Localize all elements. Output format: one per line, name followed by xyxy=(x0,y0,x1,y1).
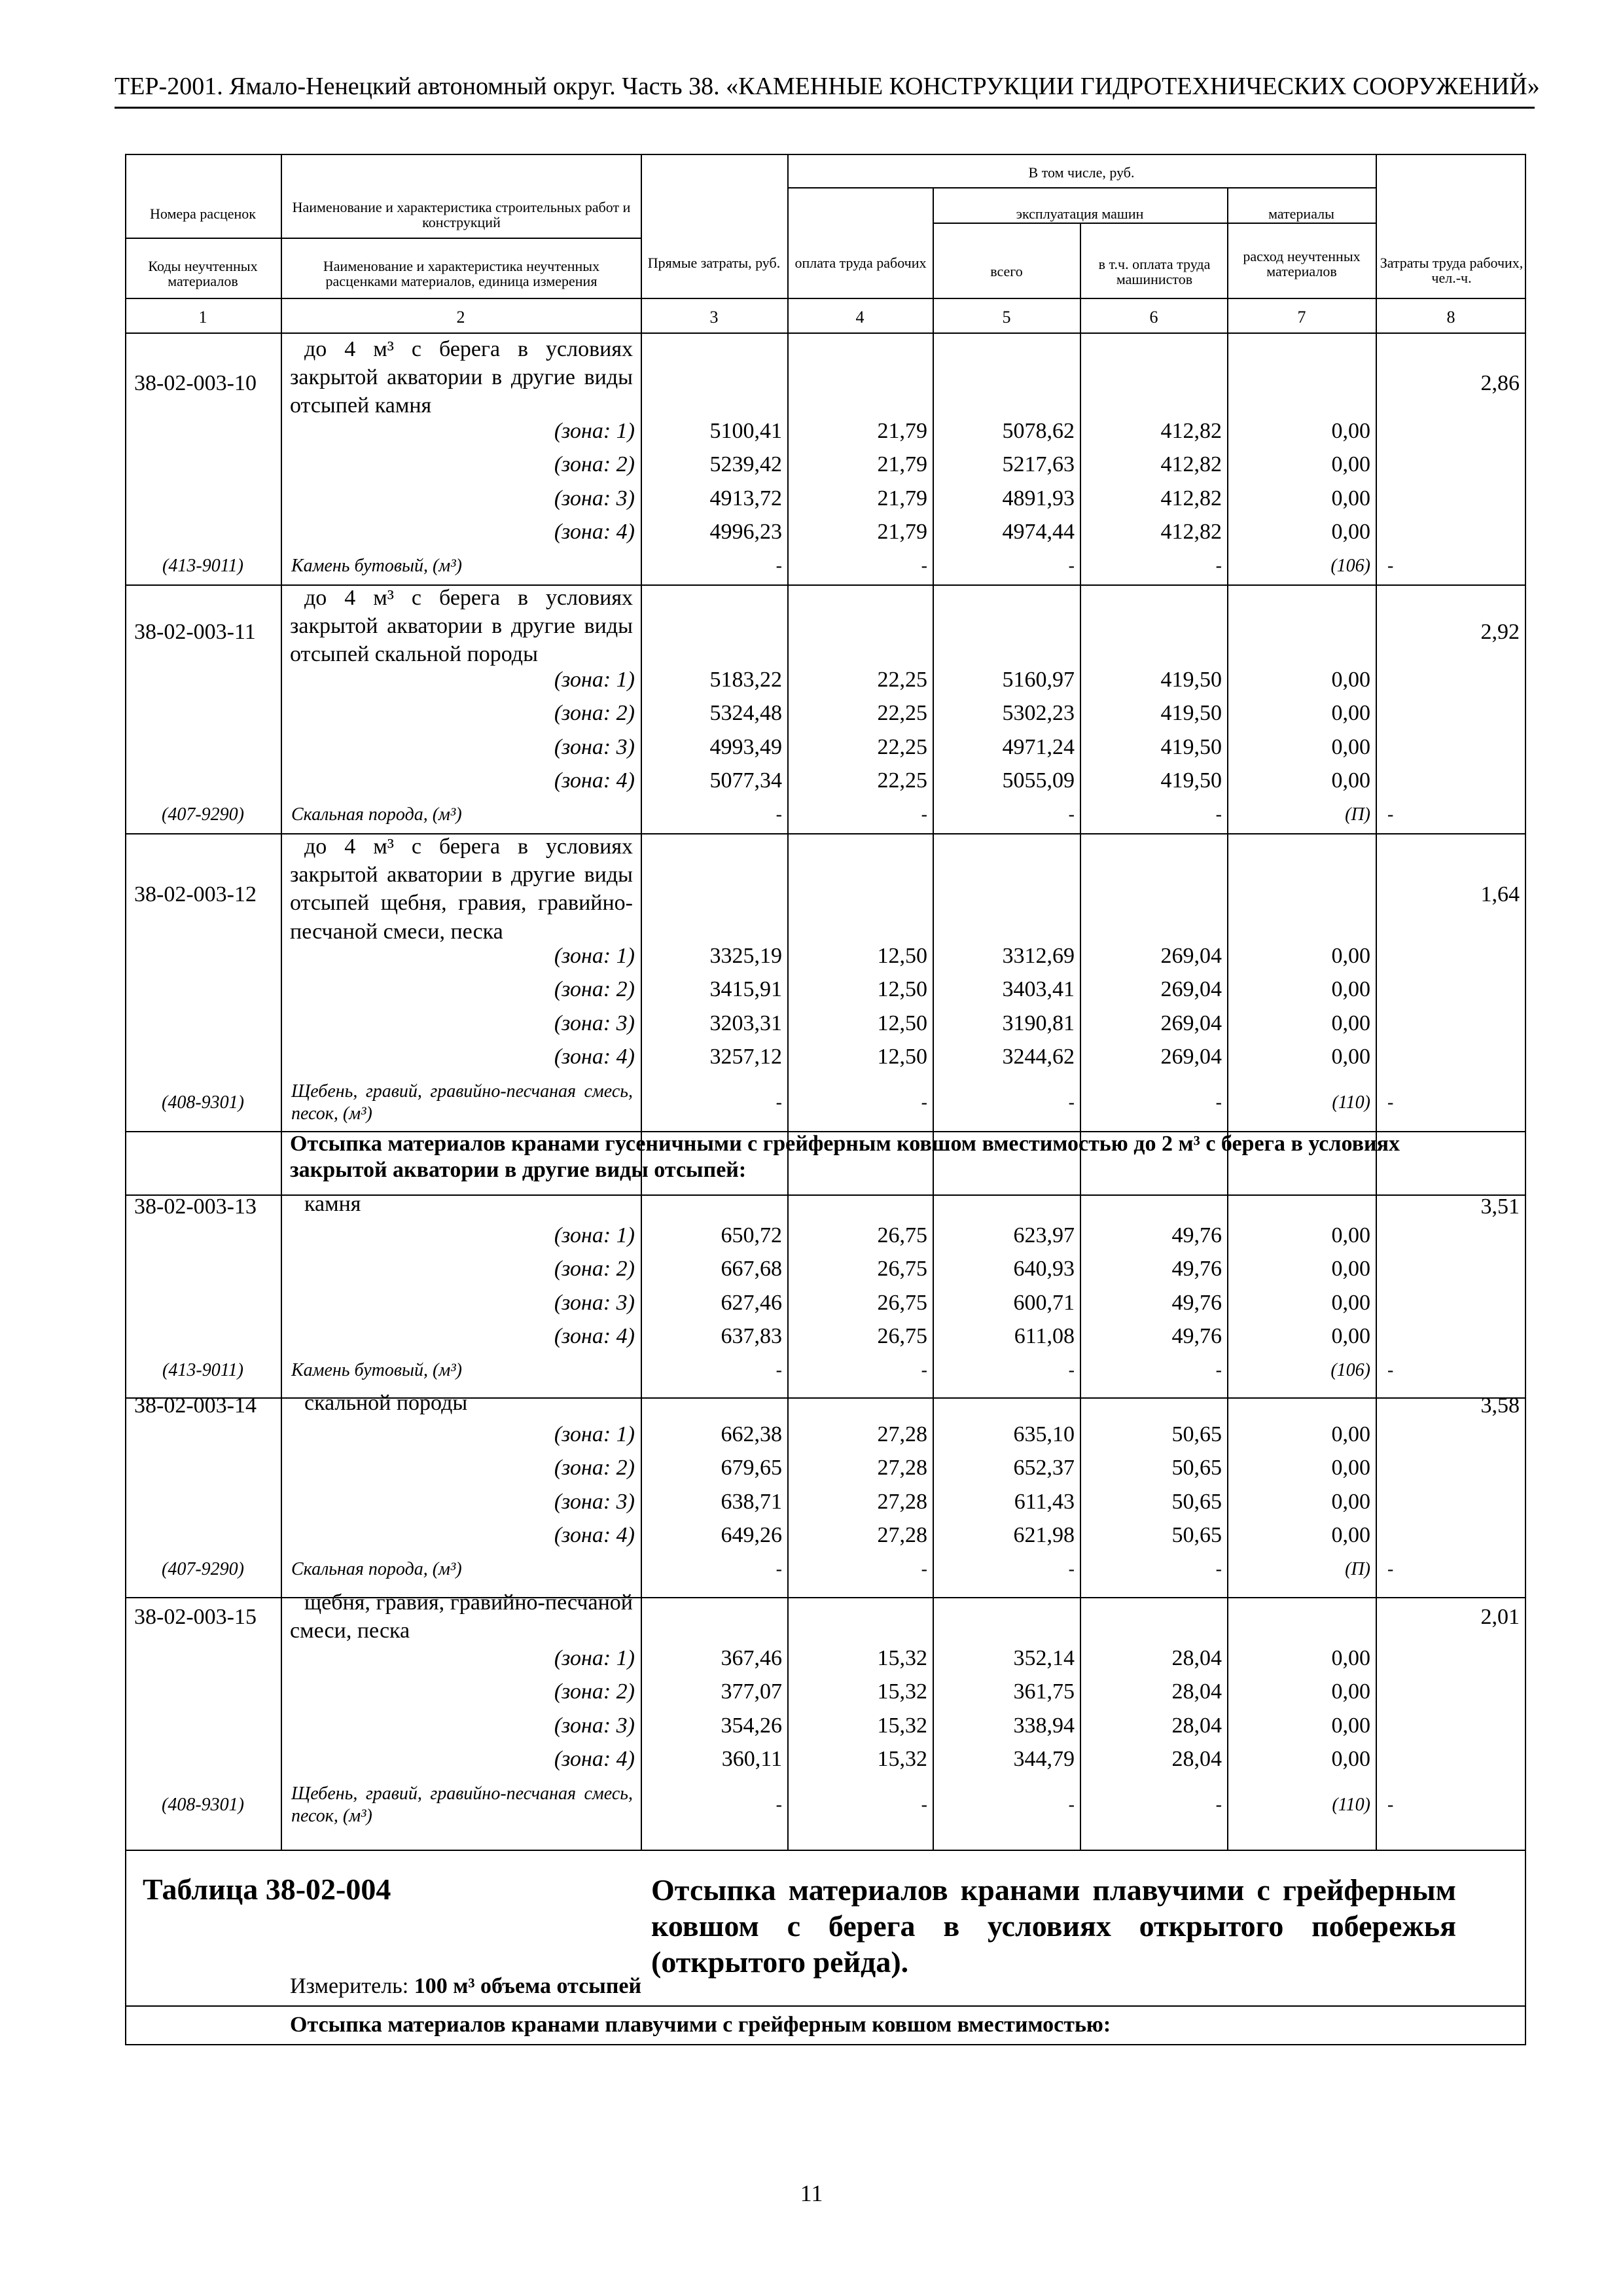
material-name: Скальная порода, (м³) xyxy=(291,1559,462,1580)
measure-line xyxy=(290,1975,641,1998)
measure-label: Измеритель: xyxy=(290,1974,409,1998)
header-divider xyxy=(125,238,641,239)
cost-value: 28,04 xyxy=(1171,1679,1222,1704)
cost-value: 0,00 xyxy=(1331,1323,1370,1348)
cost-value: 3203,31 xyxy=(709,1011,782,1035)
cost-value: 640,93 xyxy=(1013,1257,1075,1282)
empty-dash: - xyxy=(776,1360,782,1381)
section-heading-2: Отсыпка материалов кранами плавучими с грейферным ковшом вместимостью: xyxy=(290,2013,1111,2037)
col-number: 5 xyxy=(1002,308,1011,327)
cost-value: 4993,49 xyxy=(709,734,782,759)
cost-value: 28,04 xyxy=(1171,1713,1222,1738)
cost-value: 3257,12 xyxy=(709,1044,782,1069)
col-number: 2 xyxy=(456,308,465,327)
zone-label: (зона: 1) xyxy=(554,944,635,968)
page-number: 11 xyxy=(800,2180,823,2206)
cost-value: 611,08 xyxy=(1014,1323,1075,1348)
labor-cost: 2,01 xyxy=(1480,1605,1520,1629)
table-title: Таблица 38-02-004 xyxy=(143,1873,391,1906)
rate-code: 38-02-003-14 xyxy=(134,1393,257,1418)
rate-code: 38-02-003-10 xyxy=(134,371,257,395)
measure-value: 100 м³ объема отсыпей xyxy=(414,1974,642,1998)
material-quantity: (П) xyxy=(1345,804,1370,825)
cost-value: 650,72 xyxy=(721,1223,782,1247)
cost-value: 667,68 xyxy=(721,1257,782,1282)
hdr-col1b: Коды неучтенных материалов xyxy=(148,258,258,290)
cost-value: 0,00 xyxy=(1331,944,1370,968)
cost-value: 269,04 xyxy=(1160,944,1222,968)
zone-label: (зона: 1) xyxy=(554,419,635,443)
cost-value: 0,00 xyxy=(1331,1646,1370,1670)
material-name: Щебень, гравий, гравийно-песчаная смесь, песок, (м³) xyxy=(291,1784,633,1826)
zone-label: (зона: 1) xyxy=(554,668,635,692)
cost-value: 352,14 xyxy=(1013,1646,1075,1670)
cost-value: 4891,93 xyxy=(1002,486,1075,511)
cost-value: 3190,81 xyxy=(1002,1011,1075,1035)
work-description: скальной породы xyxy=(304,1391,468,1415)
cost-value: 26,75 xyxy=(877,1323,927,1348)
cost-value: 22,25 xyxy=(877,768,927,793)
hdr-col2a: Наименование и характеристика строительных работ и конструкций xyxy=(292,199,631,231)
work-description: камня xyxy=(304,1192,361,1216)
rate-code: 38-02-003-13 xyxy=(134,1194,257,1219)
cost-value: 0,00 xyxy=(1331,1713,1370,1738)
col-divider xyxy=(933,187,934,1850)
material-quantity: (П) xyxy=(1345,1559,1370,1580)
material-quantity: (110) xyxy=(1332,1092,1370,1113)
cost-value: 652,37 xyxy=(1013,1456,1075,1480)
cost-value: 354,26 xyxy=(721,1713,782,1738)
col-divider xyxy=(1227,187,1228,1850)
cost-value: 4971,24 xyxy=(1002,734,1075,759)
cost-value: 50,65 xyxy=(1171,1522,1222,1547)
zone-label: (зона: 1) xyxy=(554,1223,635,1247)
empty-dash: - xyxy=(1068,804,1075,825)
col-number: 4 xyxy=(855,308,865,327)
cost-value: 611,43 xyxy=(1014,1489,1075,1514)
cost-value: 5100,41 xyxy=(709,419,782,443)
cost-value: 269,04 xyxy=(1160,1011,1222,1035)
hdr-col4: оплата труда рабочих xyxy=(794,255,927,271)
cost-value: 5077,34 xyxy=(709,768,782,793)
material-code: (413-9011) xyxy=(162,556,243,577)
cost-value: 21,79 xyxy=(877,419,927,443)
cost-value: 3312,69 xyxy=(1002,944,1075,968)
cost-value: 15,32 xyxy=(877,1646,927,1670)
zone-label: (зона: 1) xyxy=(554,1422,635,1446)
empty-dash: - xyxy=(921,1092,927,1113)
cost-value: 28,04 xyxy=(1171,1646,1222,1670)
cost-value: 269,04 xyxy=(1160,1044,1222,1069)
zone-label: (зона: 2) xyxy=(554,1257,635,1282)
work-description: до 4 м³ с берега в условиях закрытой акватории в другие виды отсыпей скальной породы xyxy=(290,586,633,667)
col-number: 1 xyxy=(198,308,207,327)
hdr-col7: расход неучтенных материалов xyxy=(1243,248,1361,280)
cost-value: 5160,97 xyxy=(1002,668,1075,692)
cost-value: 0,00 xyxy=(1331,977,1370,1002)
col-number: 8 xyxy=(1446,308,1455,327)
cost-value: 28,04 xyxy=(1171,1746,1222,1771)
zone-label: (зона: 2) xyxy=(554,1456,635,1480)
col-divider xyxy=(641,154,642,1850)
cost-value: 50,65 xyxy=(1171,1456,1222,1480)
cost-value: 4913,72 xyxy=(709,486,782,511)
cost-value: 419,50 xyxy=(1160,701,1222,726)
rate-code: 38-02-003-11 xyxy=(134,620,256,644)
cost-value: 22,25 xyxy=(877,734,927,759)
cost-value: 5055,09 xyxy=(1002,768,1075,793)
cost-value: 269,04 xyxy=(1160,977,1222,1002)
table-divider xyxy=(125,2005,1526,2007)
col-divider xyxy=(1080,223,1081,1850)
cost-value: 0,00 xyxy=(1331,1422,1370,1446)
empty-dash: - xyxy=(921,556,927,577)
empty-dash: - xyxy=(1068,1795,1075,1816)
cost-value: 0,00 xyxy=(1331,419,1370,443)
empty-dash: - xyxy=(1387,556,1394,577)
empty-dash: - xyxy=(1068,1092,1075,1113)
material-code: (407-9290) xyxy=(162,804,244,825)
cost-value: 419,50 xyxy=(1160,734,1222,759)
cost-value: 0,00 xyxy=(1331,734,1370,759)
empty-dash: - xyxy=(776,1559,782,1580)
material-quantity: (106) xyxy=(1330,556,1370,577)
material-code: (407-9290) xyxy=(162,1559,244,1580)
cost-value: 0,00 xyxy=(1331,1489,1370,1514)
cost-value: 26,75 xyxy=(877,1257,927,1282)
empty-dash: - xyxy=(1387,1092,1394,1113)
empty-dash: - xyxy=(1068,1559,1075,1580)
empty-dash: - xyxy=(1215,1795,1222,1816)
col-number: 6 xyxy=(1149,308,1158,327)
zone-label: (зона: 4) xyxy=(554,519,635,544)
zone-label: (зона: 3) xyxy=(554,1713,635,1738)
labor-cost: 2,92 xyxy=(1480,620,1520,644)
cost-value: 0,00 xyxy=(1331,1223,1370,1247)
cost-value: 360,11 xyxy=(721,1746,782,1771)
cost-value: 5239,42 xyxy=(709,452,782,477)
cost-value: 3325,19 xyxy=(709,944,782,968)
empty-dash: - xyxy=(1215,556,1222,577)
empty-dash: - xyxy=(1068,556,1075,577)
cost-value: 49,76 xyxy=(1171,1223,1222,1247)
cost-value: 344,79 xyxy=(1013,1746,1075,1771)
cost-value: 27,28 xyxy=(877,1489,927,1514)
cost-value: 638,71 xyxy=(721,1489,782,1514)
zone-label: (зона: 2) xyxy=(554,452,635,477)
col-number: 3 xyxy=(709,308,719,327)
col-number: 7 xyxy=(1297,308,1306,327)
cost-value: 679,65 xyxy=(721,1456,782,1480)
cost-value: 621,98 xyxy=(1013,1522,1075,1547)
labor-cost: 3,58 xyxy=(1480,1393,1520,1418)
material-code: (413-9011) xyxy=(162,1360,243,1381)
cost-value: 26,75 xyxy=(877,1223,927,1247)
cost-value: 0,00 xyxy=(1331,452,1370,477)
cost-value: 600,71 xyxy=(1013,1290,1075,1315)
cost-value: 0,00 xyxy=(1331,1522,1370,1547)
cost-value: 0,00 xyxy=(1331,1044,1370,1069)
empty-dash: - xyxy=(776,804,782,825)
header-divider xyxy=(125,298,1526,299)
cost-value: 412,82 xyxy=(1160,486,1222,511)
material-code: (408-9301) xyxy=(162,1092,244,1113)
empty-dash: - xyxy=(921,1559,927,1580)
cost-value: 49,76 xyxy=(1171,1257,1222,1282)
cost-value: 635,10 xyxy=(1013,1422,1075,1446)
cost-value: 12,50 xyxy=(877,1044,927,1069)
cost-value: 0,00 xyxy=(1331,1456,1370,1480)
empty-dash: - xyxy=(1387,1795,1394,1816)
cost-value: 0,00 xyxy=(1331,768,1370,793)
zone-label: (зона: 3) xyxy=(554,734,635,759)
cost-value: 3244,62 xyxy=(1002,1044,1075,1069)
col-divider xyxy=(281,154,282,1850)
material-code: (408-9301) xyxy=(162,1795,244,1816)
cost-value: 3415,91 xyxy=(709,977,782,1002)
material-name: Камень бутовый, (м³) xyxy=(291,556,462,577)
cost-value: 15,32 xyxy=(877,1746,927,1771)
cost-value: 5302,23 xyxy=(1002,701,1075,726)
empty-dash: - xyxy=(921,804,927,825)
cost-value: 623,97 xyxy=(1013,1223,1075,1247)
header-rule xyxy=(115,107,1535,109)
cost-value: 22,25 xyxy=(877,668,927,692)
cost-value: 5183,22 xyxy=(709,668,782,692)
cost-value: 22,25 xyxy=(877,701,927,726)
cost-value: 662,38 xyxy=(721,1422,782,1446)
cost-value: 0,00 xyxy=(1331,519,1370,544)
cost-value: 0,00 xyxy=(1331,1290,1370,1315)
cost-value: 0,00 xyxy=(1331,1257,1370,1282)
cost-value: 26,75 xyxy=(877,1290,927,1315)
hdr-col8: Затраты труда рабочих, чел.-ч. xyxy=(1380,255,1524,287)
cost-value: 21,79 xyxy=(877,519,927,544)
cost-value: 27,28 xyxy=(877,1422,927,1446)
table-divider xyxy=(125,1850,1526,1851)
zone-label: (зона: 2) xyxy=(554,1679,635,1704)
header-divider xyxy=(787,187,1376,188)
work-description: до 4 м³ с берега в условиях закрытой акватории в другие виды отсыпей щебня, гравия, гравийно-песчаной смеси, песка xyxy=(290,834,633,944)
cost-value: 377,07 xyxy=(721,1679,782,1704)
cost-value: 12,50 xyxy=(877,977,927,1002)
empty-dash: - xyxy=(1068,1360,1075,1381)
cost-value: 361,75 xyxy=(1013,1679,1075,1704)
hdr-col1a: Номера расценок xyxy=(150,206,256,222)
cost-value: 15,32 xyxy=(877,1713,927,1738)
material-quantity: (106) xyxy=(1330,1360,1370,1381)
empty-dash: - xyxy=(1215,1559,1222,1580)
empty-dash: - xyxy=(1387,1559,1394,1580)
zone-label: (зона: 4) xyxy=(554,1746,635,1771)
material-name: Камень бутовый, (м³) xyxy=(291,1360,462,1381)
zone-label: (зона: 3) xyxy=(554,486,635,511)
labor-cost: 1,64 xyxy=(1480,882,1520,906)
cost-value: 49,76 xyxy=(1171,1323,1222,1348)
cost-value: 15,32 xyxy=(877,1679,927,1704)
zone-label: (зона: 2) xyxy=(554,977,635,1002)
cost-value: 367,46 xyxy=(721,1646,782,1670)
empty-dash: - xyxy=(776,556,782,577)
cost-value: 0,00 xyxy=(1331,486,1370,511)
cost-value: 21,79 xyxy=(877,486,927,511)
cost-value: 12,50 xyxy=(877,1011,927,1035)
material-quantity: (110) xyxy=(1332,1795,1370,1816)
cost-value: 627,46 xyxy=(721,1290,782,1315)
header-divider xyxy=(933,223,1376,224)
cost-value: 637,83 xyxy=(721,1323,782,1348)
hdr-incl: В том числе, руб. xyxy=(1028,164,1135,181)
empty-dash: - xyxy=(921,1795,927,1816)
cost-value: 27,28 xyxy=(877,1456,927,1480)
zone-label: (зона: 4) xyxy=(554,1044,635,1069)
zone-label: (зона: 4) xyxy=(554,1522,635,1547)
cost-value: 649,26 xyxy=(721,1522,782,1547)
empty-dash: - xyxy=(1387,804,1394,825)
cost-value: 419,50 xyxy=(1160,668,1222,692)
labor-cost: 3,51 xyxy=(1480,1194,1520,1219)
hdr-col3: Прямые затраты, руб. xyxy=(647,255,781,271)
cost-value: 0,00 xyxy=(1331,1746,1370,1771)
cost-value: 5324,48 xyxy=(709,701,782,726)
cost-value: 338,94 xyxy=(1013,1713,1075,1738)
rate-code: 38-02-003-12 xyxy=(134,882,257,906)
work-description: до 4 м³ с берега в условиях закрытой акватории в другие виды отсыпей камня xyxy=(290,337,633,418)
cost-value: 419,50 xyxy=(1160,768,1222,793)
section-heading: Отсыпка материалов кранами гусеничными с грейферным ковшом вместимостью до 2 м³ с берега в условиях закрытой акватории в другие виды отсыпей: xyxy=(290,1132,1400,1183)
col-divider xyxy=(1376,154,1377,1850)
table-description: Отсыпка материалов кранами плавучими с грейферным ковшом с берега в условиях открытого побережья (открытого рейда). xyxy=(651,1873,1456,1979)
work-description: щебня, гравия, гравийно-песчаной смеси, песка xyxy=(290,1590,633,1643)
cost-value: 5078,62 xyxy=(1002,419,1075,443)
hdr-col2b: Наименование и характеристика неучтенных расценками материалов, единица измерения xyxy=(323,258,600,290)
zone-label: (зона: 1) xyxy=(554,1646,635,1670)
cost-value: 4974,44 xyxy=(1002,519,1075,544)
cost-value: 3403,41 xyxy=(1002,977,1075,1002)
empty-dash: - xyxy=(1215,804,1222,825)
zone-label: (зона: 4) xyxy=(554,1323,635,1348)
material-name: Щебень, гравий, гравийно-песчаная смесь, песок, (м³) xyxy=(291,1081,633,1124)
cost-value: 0,00 xyxy=(1331,668,1370,692)
cost-value: 21,79 xyxy=(877,452,927,477)
col-divider xyxy=(787,154,789,1850)
empty-dash: - xyxy=(1387,1360,1394,1381)
hdr-materials: материалы xyxy=(1268,206,1334,222)
empty-dash: - xyxy=(776,1795,782,1816)
material-name: Скальная порода, (м³) xyxy=(291,804,462,825)
cost-value: 12,50 xyxy=(877,944,927,968)
zone-label: (зона: 4) xyxy=(554,768,635,793)
cost-value: 412,82 xyxy=(1160,519,1222,544)
empty-dash: - xyxy=(1215,1092,1222,1113)
empty-dash: - xyxy=(776,1092,782,1113)
rate-code: 38-02-003-15 xyxy=(134,1605,257,1629)
cost-value: 0,00 xyxy=(1331,701,1370,726)
cost-value: 50,65 xyxy=(1171,1489,1222,1514)
empty-dash: - xyxy=(1215,1360,1222,1381)
cost-value: 412,82 xyxy=(1160,452,1222,477)
hdr-col6: в т.ч. оплата труда машинистов xyxy=(1098,256,1211,288)
zone-label: (зона: 2) xyxy=(554,701,635,726)
page-header: ТЕР-2001. Ямало-Ненецкий автономный округ. Часть 38. «КАМЕННЫЕ КОНСТРУКЦИИ ГИДРОТЕХНИЧЕСКИХ СООРУЖЕНИЙ» xyxy=(115,73,1540,100)
header-divider xyxy=(125,332,1526,334)
cost-value: 49,76 xyxy=(1171,1290,1222,1315)
hdr-col5: всего xyxy=(990,263,1023,279)
cost-value: 27,28 xyxy=(877,1522,927,1547)
empty-dash: - xyxy=(921,1360,927,1381)
labor-cost: 2,86 xyxy=(1480,371,1520,395)
cost-value: 50,65 xyxy=(1171,1422,1222,1446)
hdr-machines: эксплуатация машин xyxy=(1016,206,1144,222)
cost-value: 0,00 xyxy=(1331,1679,1370,1704)
zone-label: (зона: 3) xyxy=(554,1011,635,1035)
cost-value: 5217,63 xyxy=(1002,452,1075,477)
cost-value: 4996,23 xyxy=(709,519,782,544)
cost-value: 412,82 xyxy=(1160,419,1222,443)
zone-label: (зона: 3) xyxy=(554,1290,635,1315)
zone-label: (зона: 3) xyxy=(554,1489,635,1514)
cost-value: 0,00 xyxy=(1331,1011,1370,1035)
